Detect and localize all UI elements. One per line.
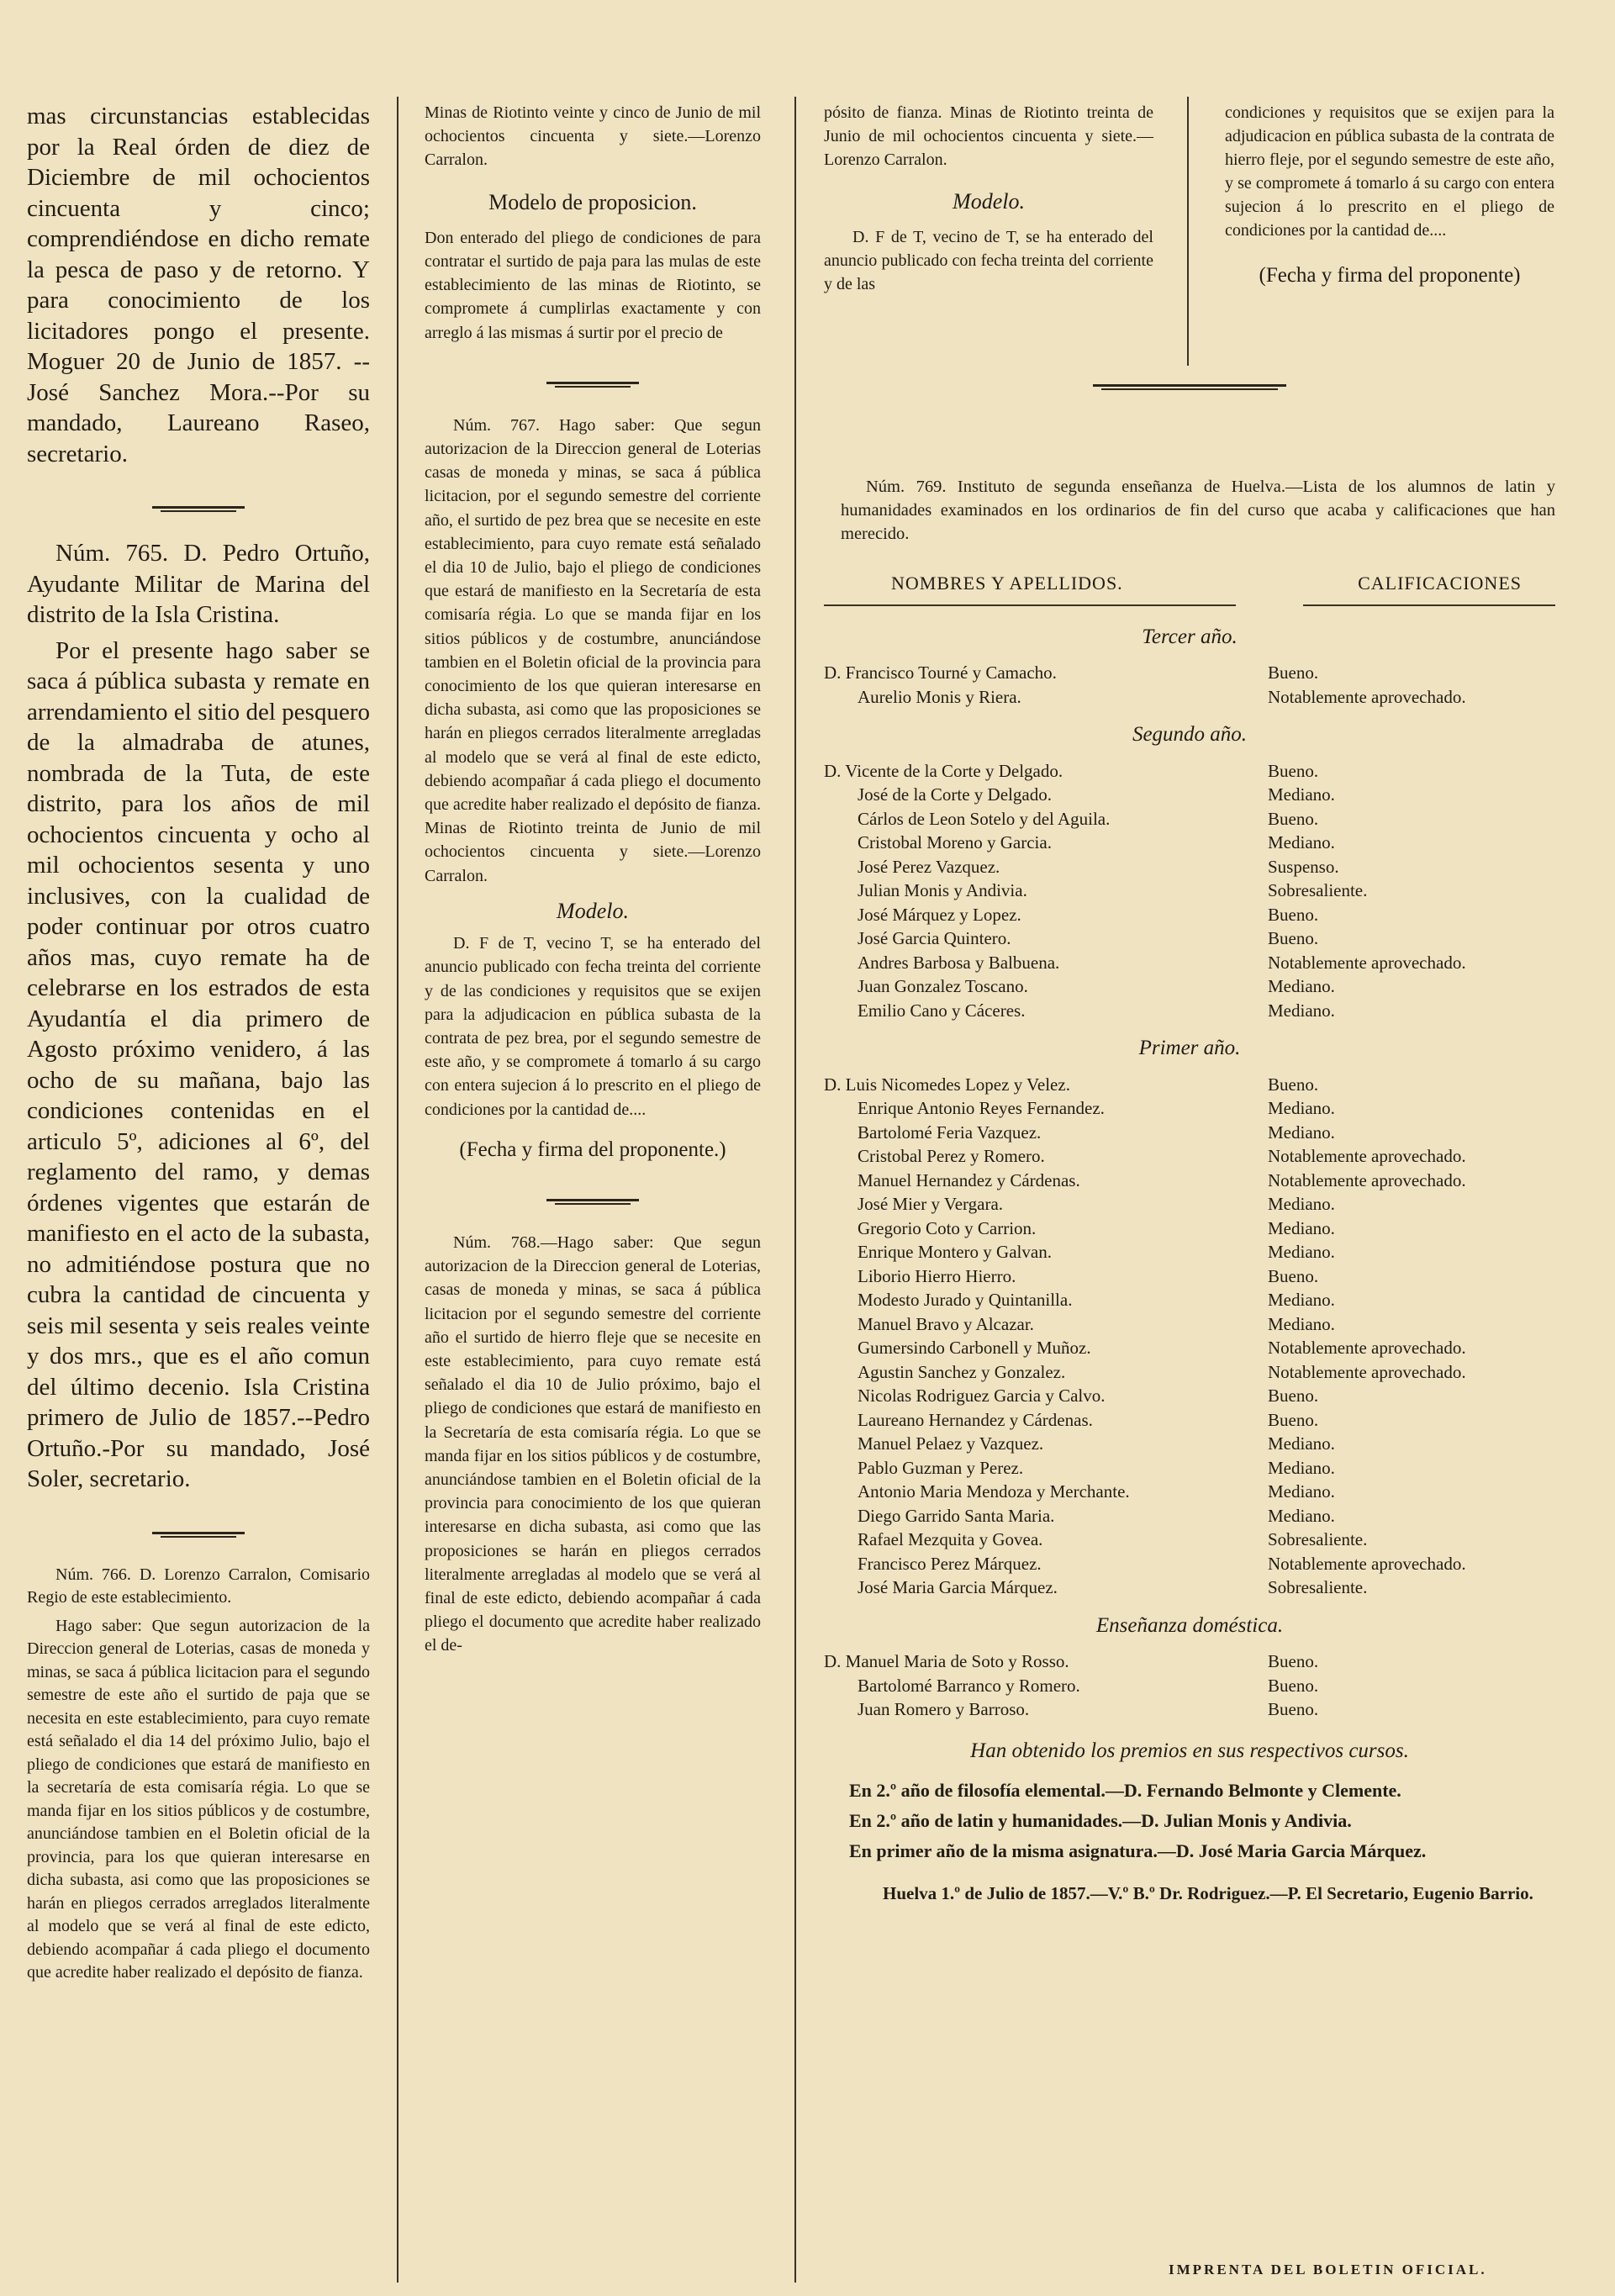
notice-769 (824, 475, 1555, 1911)
table-row (824, 783, 1555, 807)
student-name: Aurelio Monis y Riera. (858, 686, 1021, 707)
student-grade: Mediano. (1268, 1433, 1335, 1454)
table-row (824, 1552, 1555, 1576)
table-row (824, 1288, 1555, 1312)
student-grade: Sobresaliente. (1268, 1577, 1368, 1597)
section (824, 722, 1555, 1022)
column-1 (27, 101, 370, 1990)
student-name: Gregorio Coto y Carrion. (858, 1217, 1037, 1238)
student-name: Juan Gonzalez Toscano. (858, 976, 1028, 996)
firma-proponente-2: (Fecha y firma del proponente) (1259, 264, 1521, 287)
notice-766-heading: Núm. 766. D. Lorenzo Carralon, Comisario Regio de este establecimiento. (27, 1565, 370, 1607)
table-row (824, 1121, 1555, 1145)
table-row (824, 1144, 1555, 1169)
table-row (824, 879, 1555, 903)
modelo-768-body: D. F de T, vecino de T, se ha enterado del anuncio publicado con fecha treinta del corriente y de las (824, 228, 1153, 293)
table-row (824, 1504, 1555, 1528)
student-grade: Bueno. (1268, 1675, 1319, 1696)
prize-line: En 2.º año de filosofía elemental.—D. Fernando Belmonte y Clemente. (849, 1780, 1401, 1801)
student-grade: Sobresaliente. (1268, 880, 1368, 900)
student-grade: Bueno. (1268, 928, 1319, 948)
prize-line: En primer año de la misma asignatura.—D. José Maria Garcia Márquez. (849, 1840, 1427, 1861)
student-name: Emilio Cano y Cáceres. (858, 1000, 1026, 1021)
table-row (824, 1264, 1555, 1289)
section (824, 1036, 1555, 1600)
table-row (824, 831, 1555, 855)
student-grade: Bueno. (1268, 904, 1319, 925)
imprenta-footer: IMPRENTA DEL BOLETIN OFICIAL. (1169, 2262, 1487, 2278)
student-name: José Garcia Quintero. (858, 928, 1011, 948)
section-title: Segundo año. (1132, 723, 1248, 746)
notice-769-closing: Huelva 1.º de Julio de 1857.—V.º B.º Dr. Rodriguez.—P. El Secretario, Eugenio Barrio. (883, 1883, 1533, 1903)
col3-continuation: pósito de fianza. Minas de Riotinto treinta de Junio de mil ochocientos cincuenta y siete.—Lorenzo Carralon. (824, 103, 1153, 169)
separator-rule (1093, 383, 1286, 391)
table-row (824, 661, 1555, 685)
modelo-767-title: Modelo. (557, 898, 629, 923)
separator-rule (152, 504, 245, 513)
modelo-767-body: D. F de T, vecino T, se ha enterado del anuncio publicado con fecha treinta del corriente y de las condiciones y requisitos que se exijen para la adjudicacion en pública subasta de la contrata de pez brea, por el segundo semestre de este año, y se compromete á tomarlo á su cargo con entera sujecion á lo prescrito en el pliego de condiciones por la cantidad de.... (425, 934, 761, 1119)
table-row (824, 807, 1555, 831)
student-grade: Mediano. (1268, 1481, 1335, 1502)
table-row (824, 1192, 1555, 1217)
table-row (824, 926, 1555, 951)
student-name: Gumersindo Carbonell y Muñoz. (858, 1338, 1091, 1358)
student-name: Cristobal Perez y Romero. (858, 1146, 1045, 1166)
student-grade: Notablemente aprovechado. (1268, 686, 1466, 707)
student-name: Diego Garrido Santa Maria. (858, 1505, 1055, 1526)
separator-rule (546, 1197, 639, 1206)
student-name: Enrique Antonio Reyes Fernandez. (858, 1098, 1105, 1118)
student-grade: Suspenso. (1268, 856, 1339, 877)
table-header-rules (824, 604, 1555, 606)
student-grade: Notablemente aprovechado. (1268, 1553, 1466, 1574)
student-name: José Márquez y Lopez. (858, 904, 1021, 925)
student-name: Bartolomé Barranco y Romero. (858, 1675, 1080, 1696)
student-name: Liborio Hierro Hierro. (858, 1265, 1016, 1286)
table-row (824, 1649, 1555, 1674)
table-row (824, 855, 1555, 879)
student-name: D. Manuel Maria de Soto y Rosso. (824, 1651, 1069, 1671)
student-grade: Notablemente aprovechado. (1268, 1146, 1466, 1166)
table-row (824, 759, 1555, 784)
separator-rule (546, 380, 639, 388)
student-name: Bartolomé Feria Vazquez. (858, 1122, 1042, 1143)
notice-768 (425, 1231, 761, 1658)
student-name: Pablo Guzman y Perez. (858, 1457, 1024, 1478)
grade-sections (824, 625, 1555, 1722)
table-row (824, 999, 1555, 1023)
header-rule (1303, 604, 1555, 606)
table-row (824, 1408, 1555, 1433)
student-grade: Notablemente aprovechado. (1268, 1338, 1466, 1358)
student-name: Enrique Montero y Galvan. (858, 1242, 1052, 1262)
notice-766-body: Hago saber: Que segun autorizacion de la Direccion general de Loterias, casas de moneda y minas, se saca á pública licitacion para el segundo semestre de este año el surtido de paja que se necesita en este establecimiento, para cuyo remate está señalado el dia 14 del próximo Julio, bajo el pliego de condiciones que estará de manifiesto en la secretaría de esta comisaría régia. Lo que se manda fijar en los sitios públicos y de costumbre, anunciándose tambien en el Boletin oficial de la provincia, para los que quieran interesarse en dicha subasta, asi como que las proposiciones se harán en pliegos cerrados arreglados literalmente al modelo que se verá al final de este edicto, debiendo acompañar á cada pliego el documento que acredite haber realizado el depósito de fianza. (27, 1616, 370, 1982)
col1-intro: mas circunstancias establecidas por la Real órden de diez de Diciembre de mil ochocientos cincuenta y cinco; comprendiéndose en dicho remate la pesca de paso y de retorno. Y para conocimiento de los licitadores pongo el presente. Moguer 20 de Junio de 1857. --José Sanchez Mora.--Por su mandado, Laureano Raseo, secretario. (27, 103, 370, 467)
column-names-header: NOMBRES Y APELLIDOS. (891, 573, 1123, 594)
student-name: Manuel Bravo y Alcazar. (858, 1313, 1034, 1334)
firma-proponente: (Fecha y firma del proponente.) (459, 1137, 726, 1161)
student-grade: Mediano. (1268, 1217, 1335, 1238)
student-name: D. Luis Nicomedes Lopez y Velez. (824, 1074, 1070, 1095)
table-row (824, 1169, 1555, 1193)
section-title: Tercer año. (1142, 625, 1238, 648)
prize-line: En 2.º año de latin y humanidades.—D. Julian Monis y Andivia. (849, 1810, 1352, 1831)
table-row (824, 974, 1555, 999)
student-name: Cárlos de Leon Sotelo y del Aguila. (858, 808, 1111, 829)
student-name: Juan Romero y Barroso. (858, 1699, 1030, 1719)
section-title: Enseñanza doméstica. (1095, 1613, 1284, 1637)
table-row (824, 1096, 1555, 1121)
table-row (824, 1384, 1555, 1408)
student-grade: Bueno. (1268, 760, 1319, 781)
student-grade: Mediano. (1268, 1098, 1335, 1118)
student-grade: Notablemente aprovechado. (1268, 952, 1466, 973)
student-grade: Mediano. (1268, 1505, 1335, 1526)
table-row (824, 1073, 1555, 1097)
table-row (824, 1432, 1555, 1456)
student-name: Laureano Hernandez y Cárdenas. (858, 1409, 1093, 1430)
student-name: Modesto Jurado y Quintanilla. (858, 1290, 1073, 1310)
notice-768-body: —Hago saber: Que segun autorizacion de la Direccion general de Loterias, casas de moneda y minas, se saca á pública licitacion por el segundo semestre del corriente año el surtido de hierro fleje que se necesite en este establecimiento, para cuyo remate está señalado el dia 10 de Julio próximo, bajo el pliego de condiciones que estará de manifiesto en la Secretaría de esta comisaría régia. Lo que se manda fijar en los sitios públicos y de costumbre, anunciándose tambien en el Boletin oficial de la provincia para conocimiento de los que quieran interesarse en dicha subasta, asi como que las proposiciones se harán en pliegos cerrados literalmente arregladas al modelo que se verá al final de este edicto, debiendo acompañar á cada pliego el documento que acredite haber realizado el de- (425, 1232, 761, 1655)
table-row (824, 1240, 1555, 1264)
notice-767 (425, 414, 761, 888)
student-grade: Sobresaliente. (1268, 1529, 1368, 1549)
notice-768-heading: Núm. 768. (453, 1232, 541, 1252)
column-2 (425, 101, 761, 1663)
student-name: Andres Barbosa y Balbuena. (858, 952, 1060, 973)
table-row (824, 1217, 1555, 1241)
student-grade: Bueno. (1268, 1386, 1319, 1406)
header-rule (824, 604, 1236, 606)
student-grade: Bueno. (1268, 1651, 1319, 1671)
table-row (824, 1576, 1555, 1600)
student-name: D. Vicente de la Corte y Delgado. (824, 760, 1063, 781)
student-grade: Mediano. (1268, 784, 1335, 805)
student-name: Francisco Perez Márquez. (858, 1553, 1042, 1574)
table-row (824, 1336, 1555, 1360)
table-row (824, 1674, 1555, 1698)
table-row (824, 1528, 1555, 1552)
notice-765-body: Por el presente hago saber se saca á pública subasta y remate en arrendamiento el sitio del pesquero de la almadraba de atunes, nombrada de la Tuta, de este distrito, para los años de mil ochocientos cincuenta y ocho al mil ochocientos sesenta y uno inclusives, con la cualidad de poder continuar por otros cuatro años mas, cuyo remate ha de celebrarse en los estrados de esta Ayudantía el dia primero de Agosto próximo venidero, á las ocho de su mañana, bajo las condiciones contenidas en el articulo 5º, adiciones al 6º, del reglamento del ramo, y demas órdenes vigentes que estarán de manifiesto en el acto de la subasta, no admitiéndose postura que no cubra la cantidad de cincuenta y seis mil sesenta y seis reales veinte y dos mrs., que es el año comun del último decenio. Isla Cristina primero de Julio de 1857.--Pedro Ortuño.-Por su mandado, José Soler, secretario. (27, 636, 370, 1492)
table-row (824, 1480, 1555, 1504)
student-name: Antonio Maria Mendoza y Merchante. (858, 1481, 1130, 1502)
student-grade: Notablemente aprovechado. (1268, 1169, 1466, 1190)
student-name: Cristobal Moreno y Garcia. (858, 832, 1052, 852)
modelo-proposicion-body: Don enterado del pliego de condiciones de para contratar el surtido de paja para las mulas de este establecimiento de las minas de Riotinto, se compromete á cumplirlas exactamente y con arreglo á las mismas á surtir por el precio de (425, 228, 761, 342)
table-row (824, 1456, 1555, 1481)
col4-continuation: condiciones y requisitos que se exijen para la adjudicacion en pública subasta de la contrata de hierro fleje, por el segundo semestre de este año, y se compromete á tomarlo á su cargo con entera sujecion á lo prescrito en el pliego de condiciones por la cantidad de.... (1225, 103, 1554, 240)
column-divider (397, 97, 398, 2283)
student-name: José Perez Vazquez. (858, 856, 1000, 877)
student-grade: Bueno. (1268, 1409, 1319, 1430)
student-name: Rafael Mezquita y Govea. (858, 1529, 1043, 1549)
student-grade: Bueno. (1268, 808, 1319, 829)
column-3 (824, 101, 1153, 301)
notice-767-body: Hago saber: Que segun autorizacion de la Direccion general de Loterias casas de moneda y minas, se saca á pública licitacion, por el segundo semestre del corriente año, el surtido de pez brea que se necesite en este establecimiento, para cuyo remate está señalado el dia 10 de Julio, bajo el pliego de condiciones que estará de manifiesto en la Secretaría de esta comisaría régia. Lo que se manda fijar en los sitios públicos y de costumbre, anunciándose tambien en el Boletin oficial de la provincia para conocimiento de los que quieran interesarse en dicha subasta, asi como que las proposiciones se harán en pliegos cerrados literalmente arregladas al modelo que se verá al final de este edicto, debiendo acompañar á cada pliego el documento que acredite haber realizado el depósito de fianza. Minas de Riotinto treinta de Junio de mil ochocientos cincuenta y siete.—Lorenzo Carralon. (425, 415, 762, 885)
student-grade: Mediano. (1268, 1457, 1335, 1478)
student-name: D. Francisco Tourné y Camacho. (824, 662, 1057, 683)
student-grade: Bueno. (1268, 662, 1319, 683)
prizes-title: Han obtenido los premios en sus respectivos cursos. (970, 1739, 1409, 1762)
student-grade: Mediano. (1268, 1242, 1335, 1262)
student-grade: Mediano. (1268, 976, 1335, 996)
section-title: Primer año. (1138, 1037, 1241, 1059)
col2-continuation: Minas de Riotinto veinte y cinco de Junio de mil ochocientos cincuenta y siete.—Lorenzo Carralon. (425, 103, 761, 170)
table-row (824, 1697, 1555, 1722)
student-name: Manuel Hernandez y Cárdenas. (858, 1169, 1080, 1190)
separator-rule (152, 1530, 245, 1539)
student-grade: Mediano. (1268, 1290, 1335, 1310)
section (824, 1613, 1555, 1722)
student-name: José de la Corte y Delgado. (858, 784, 1052, 805)
student-grade: Bueno. (1268, 1265, 1319, 1286)
notice-769-heading: Núm. 769. Instituto de segunda enseñanza de Huelva.—Lista de los alumnos de latin y humanidades examinados en los ordinarios de fin del curso que acaba y calificaciones que han merecido. (841, 478, 1555, 543)
notice-767-heading: Núm. 767. (453, 415, 540, 435)
student-name: Agustin Sanchez y Gonzalez. (858, 1361, 1066, 1382)
notice-765-heading: Núm. 765. D. Pedro Ortuño, Ayudante Militar de Marina del distrito de la Isla Cristina. (27, 540, 370, 628)
student-name: José Mier y Vergara. (858, 1194, 1004, 1214)
student-name: José Maria Garcia Márquez. (858, 1577, 1058, 1597)
table-row (824, 685, 1555, 710)
column-divider (794, 97, 796, 2283)
student-grade: Bueno. (1268, 1074, 1319, 1095)
student-name: Manuel Pelaez y Vazquez. (858, 1433, 1044, 1454)
student-grade: Bueno. (1268, 1699, 1319, 1719)
column-4 (1225, 101, 1554, 293)
column-divider (1187, 97, 1189, 366)
table-row (824, 1312, 1555, 1337)
column-grades-header: CALIFICACIONES (1358, 573, 1522, 594)
student-grade: Mediano. (1268, 1122, 1335, 1143)
student-name: Nicolas Rodriguez Garcia y Calvo. (858, 1386, 1106, 1406)
modelo-proposicion-title: Modelo de proposicion. (488, 189, 697, 214)
section (824, 625, 1555, 710)
student-name: Julian Monis y Andivia. (858, 880, 1027, 900)
modelo-768-title: Modelo. (953, 189, 1025, 214)
student-grade: Mediano. (1268, 1194, 1335, 1214)
student-grade: Mediano. (1268, 1313, 1335, 1334)
student-grade: Notablemente aprovechado. (1268, 1361, 1466, 1382)
student-grade: Mediano. (1268, 832, 1335, 852)
table-row (824, 903, 1555, 927)
student-grade: Mediano. (1268, 1000, 1335, 1021)
table-row (824, 951, 1555, 975)
table-header (824, 571, 1555, 596)
table-row (824, 1360, 1555, 1385)
